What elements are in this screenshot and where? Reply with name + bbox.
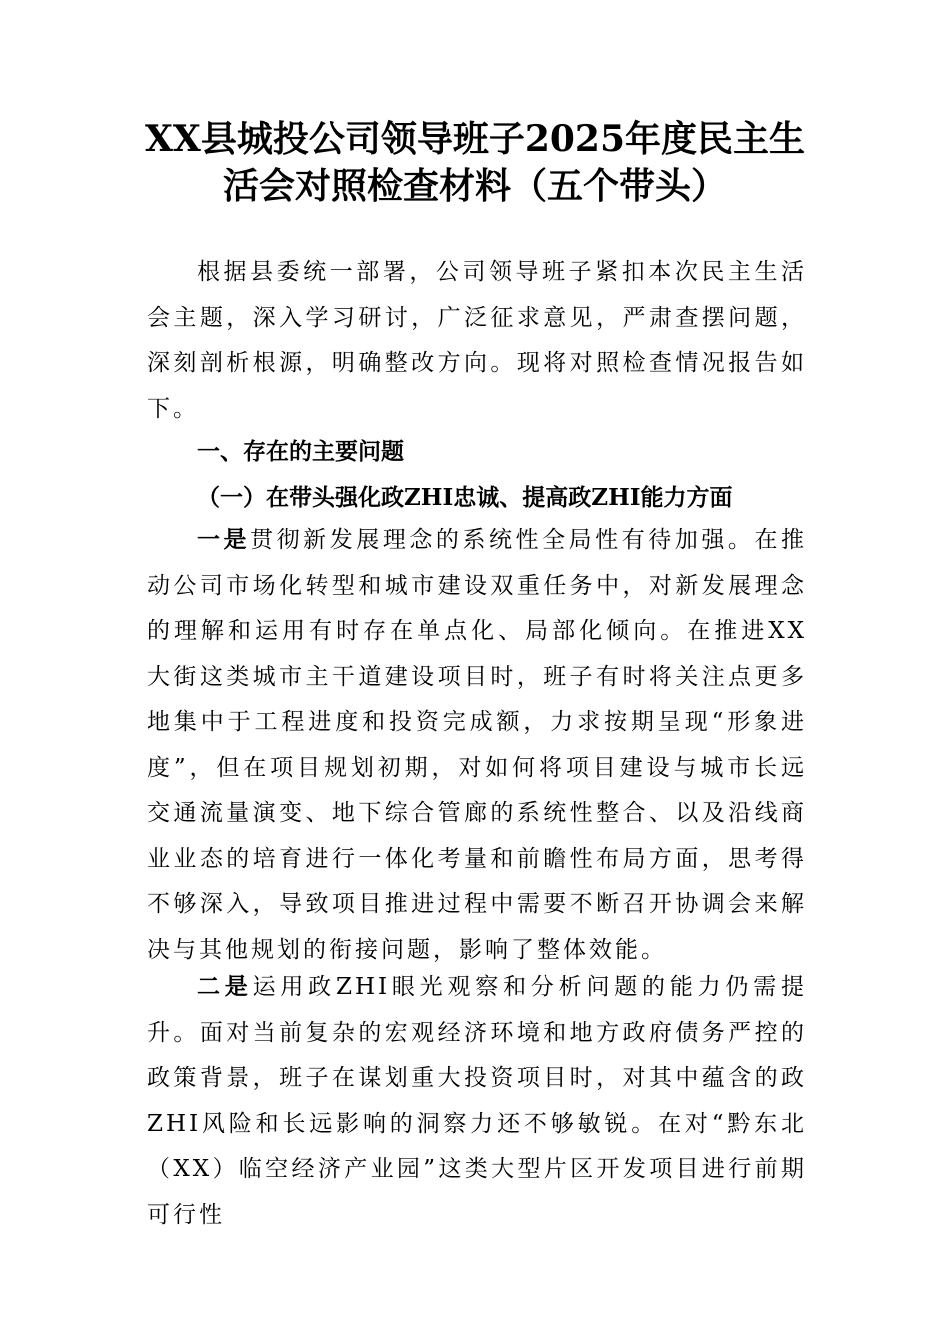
intro-paragraph: 根据县委统一部署，公司领导班子紧扣本次民主生活会主题，深入学习研讨，广泛征求意见，严肃查摆问题，深刻剖析根源，明确整改方向。现将对照检查情况报告如下。 xyxy=(147,259,807,422)
point-2-text: 运用政ZHI眼光观察和分析问题的能力仍需提升。面对当前复杂的宏观经济环境和地方政府债务严控的政策背景，班子在谋划重大投资项目时，对其中蕴含的政ZHI风险和长远影响的洞察力还不够敏锐。在对“黔东北（XX）临空经济产业园”这类大型片区开发项目进行前期可行性 xyxy=(147,974,808,1228)
point-2-paragraph xyxy=(147,965,807,1238)
document-title-line-1: XX县城投公司领导班子2025年度民主生 xyxy=(144,118,806,160)
section-heading: 一、存在的主要问题 xyxy=(197,439,404,465)
point-1-text: 贯彻新发展理念的系统性全局性有待加强。在推动公司市场化转型和城市建设双重任务中，对新发展理念的理解和运用有时存在单点化、局部化倾向。在推进XX大街这类城市主干道建设项目时，班子有时将关注点更多地集中于工程进度和投资完成额，力求按期呈现“形象进度”，但在项目规划初期，对如何将项目建设与城市长远交通流量演变、地下综合管廊的系统性整合、以及沿线商业业态的培育进行一体化考量和前瞻性布局方面，思考得不够深入，导致项目推进过程中需要不断召开协调会来解决与其他规划的衔接问题，影响了整体效能。 xyxy=(147,527,808,963)
subsection-heading: （一）在带头强化政ZHI忠诚、提高政ZHI能力方面 xyxy=(197,484,733,511)
point-1-paragraph xyxy=(147,518,807,973)
document-title-line-2: 活会对照检查材料（五个带头） xyxy=(222,165,727,207)
point-1-lead: 一是 xyxy=(197,527,251,553)
point-2-lead: 二是 xyxy=(197,974,253,1000)
